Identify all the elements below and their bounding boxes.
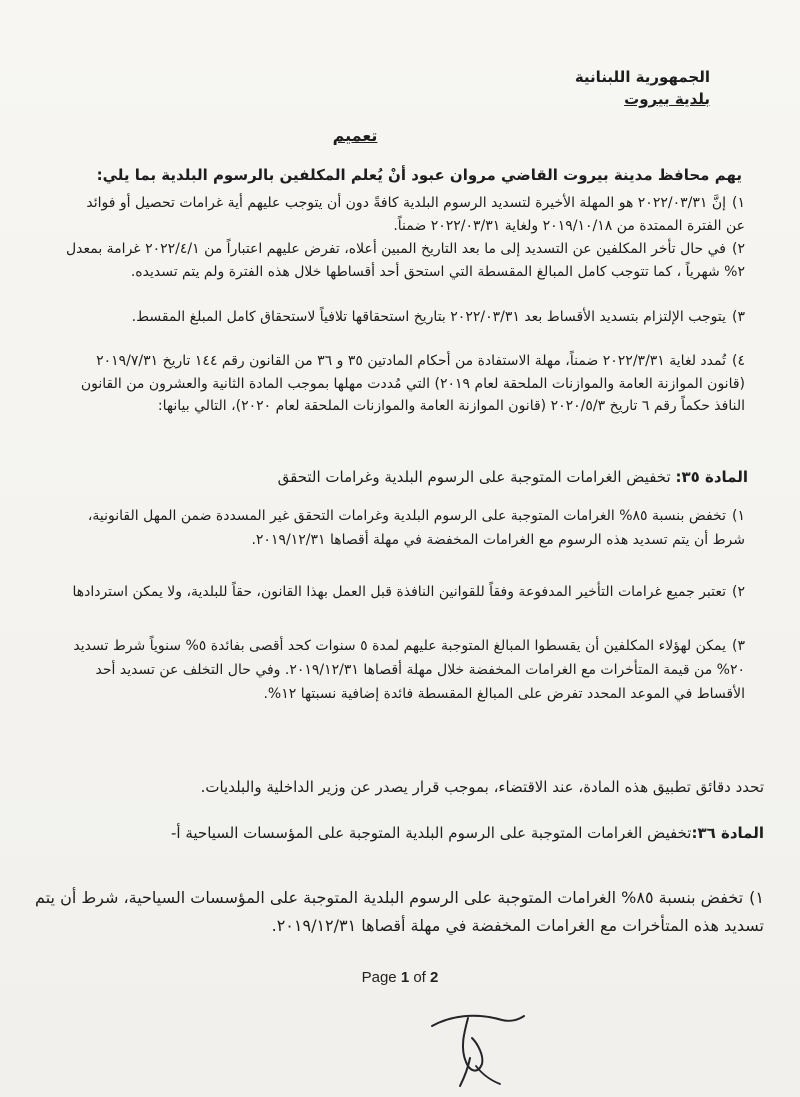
list-item [65, 350, 745, 418]
item-number: ٢) [732, 584, 745, 600]
of-word: of [413, 969, 426, 986]
article-36-title: تخفيض الغرامات المتوجبة على الرسوم البلدية المتوجبة على المؤسسات السياحية أ- [171, 824, 692, 842]
page-word: Page [361, 969, 397, 986]
article-36-heading [26, 821, 764, 846]
item-number: ٣) [732, 638, 745, 654]
article-36-label: المادة ٣٦: [691, 824, 764, 842]
article-35-item [65, 504, 745, 552]
item-number: ٣) [732, 309, 745, 325]
item-text: في حال تأخر المكلفين عن التسديد إلى ما بعد التاريخ المبين أعلاه، تفرض عليهم اعتباراً من ٢٠٢٢/٤/١ غرامة بمعدل ٢% شهرياً ، كما تتوجب كامل المبالغ المقسطة التي استحق أحد أقساطها خلال هذه الفترة ولم يتم تسديده. [65, 241, 745, 280]
item-text: إنَّ ٢٠٢٢/٠٣/٣١ هو المهلة الأخيرة لتسديد الرسوم البلدية كافةً دون أن يتوجب عليهم أية غرامات تحصيل أو فوائد عن الفترة الممتدة من ٢٠١٩/١٠/١٨ ولغاية ٢٠٢٢/٠٣/٣١ ضمناً. [86, 195, 745, 234]
article-35-title: تخفيض الغرامات المتوجبة على الرسوم البلدية وغرامات التحقق [277, 468, 671, 486]
intro-paragraph: يهم محافظ مدينة بيروت القاضي مروان عبود أنْ يُعلم المكلفين بالرسوم البلدية بما يلي: [96, 166, 742, 184]
item-text: تُمدد لغاية ٢٠٢٢/٣/٣١ ضمناً، مهلة الاستفادة من أحكام المادتين ٣٥ و ٣٦ من القانون رقم ١٤٤ تاريخ ٢٠١٩/٧/٣١ (قانون الموازنة العامة والموازنات الملحقة لعام ٢٠١٩) التي مُددت مهلها بموجب المادة الثانية والعشرون من القانون النافذ حكماً رقم ٦ تاريخ ٢٠٢٠/٥/٣ (قانون الموازنة العامة والموازنات الملحقة لعام ٢٠٢٠)، التالي بيانها: [80, 353, 745, 415]
page-total: 2 [430, 969, 439, 986]
article-35-label: المادة ٣٥: [675, 468, 748, 486]
article-35-final-clause: تحدد دقائق تطبيق هذه المادة، عند الاقتضاء، بموجب قرار يصدر عن وزير الداخلية والبلديات. [200, 778, 764, 796]
item-text: يمكن لهؤلاء المكلفين أن يقسطوا المبالغ المتوجبة عليهم لمدة ٥ سنوات كحد أقصى بفائدة ٥% سنوياً شرط تسديد ٢٠% من قيمة المتأخرات مع الغرامات المخفضة خلال مهلة أقصاها ٢٠١٩/١٢/٣١. وفي حال التخلف عن تسديد أحد الأقساط في الموعد المحدد تفرض على المبالغ المقسطة فائدة إضافية نسبتها ١٢%. [73, 638, 745, 703]
item-number: ١) [732, 508, 745, 524]
list-item [65, 192, 745, 237]
item-text: تخفض بنسبة ٨٥% الغرامات المتوجبة على الرسوم البلدية وغرامات التحقق غير المسددة ضمن المهل القانونية، شرط أن يتم تسديد هذه الرسوم مع الغرامات المخفضة في مهلة أقصاها ٢٠١٩/١٢/٣١. [87, 508, 745, 549]
page-current: 1 [400, 969, 410, 986]
item-number: ٢) [732, 241, 745, 257]
list-item [65, 238, 745, 283]
page-number-footer [0, 969, 800, 986]
item-text: تخفض بنسبة ٨٥% الغرامات المتوجبة على الرسوم البلدية المتوجبة على المؤسسات السياحية، شرط أن يتم تسديد هذه المتأخرات مع الغرامات المخفضة في مهلة أقصاها ٢٠١٩/١٢/٣١. [35, 888, 764, 935]
list-item [65, 306, 745, 329]
handwritten-signature-icon [420, 1008, 530, 1092]
item-number: ٤) [732, 353, 745, 369]
item-text: تعتبر جميع غرامات التأخير المدفوعة وفقاً للقوانين النافذة قبل العمل بهذا القانون، حقاً للبلدية، ولا يمكن استردادها [72, 584, 726, 600]
item-number: ١) [732, 195, 745, 211]
article-36-item [34, 884, 764, 939]
header-municipality: بلدية بيروت [624, 90, 710, 108]
document-title: تعميم [332, 126, 378, 145]
item-number: ١) [749, 888, 764, 907]
article-35-heading [48, 468, 748, 486]
item-text: يتوجب الإلتزام بتسديد الأقساط بعد ٢٠٢٢/٠٣/٣١ بتاريخ استحقاقها تلافياً لاستحقاق كامل المبلغ المقسط. [131, 309, 726, 325]
article-35-item [65, 580, 745, 604]
article-35-item [65, 634, 745, 706]
header-republic: الجمهورية اللبنانية [574, 68, 710, 86]
